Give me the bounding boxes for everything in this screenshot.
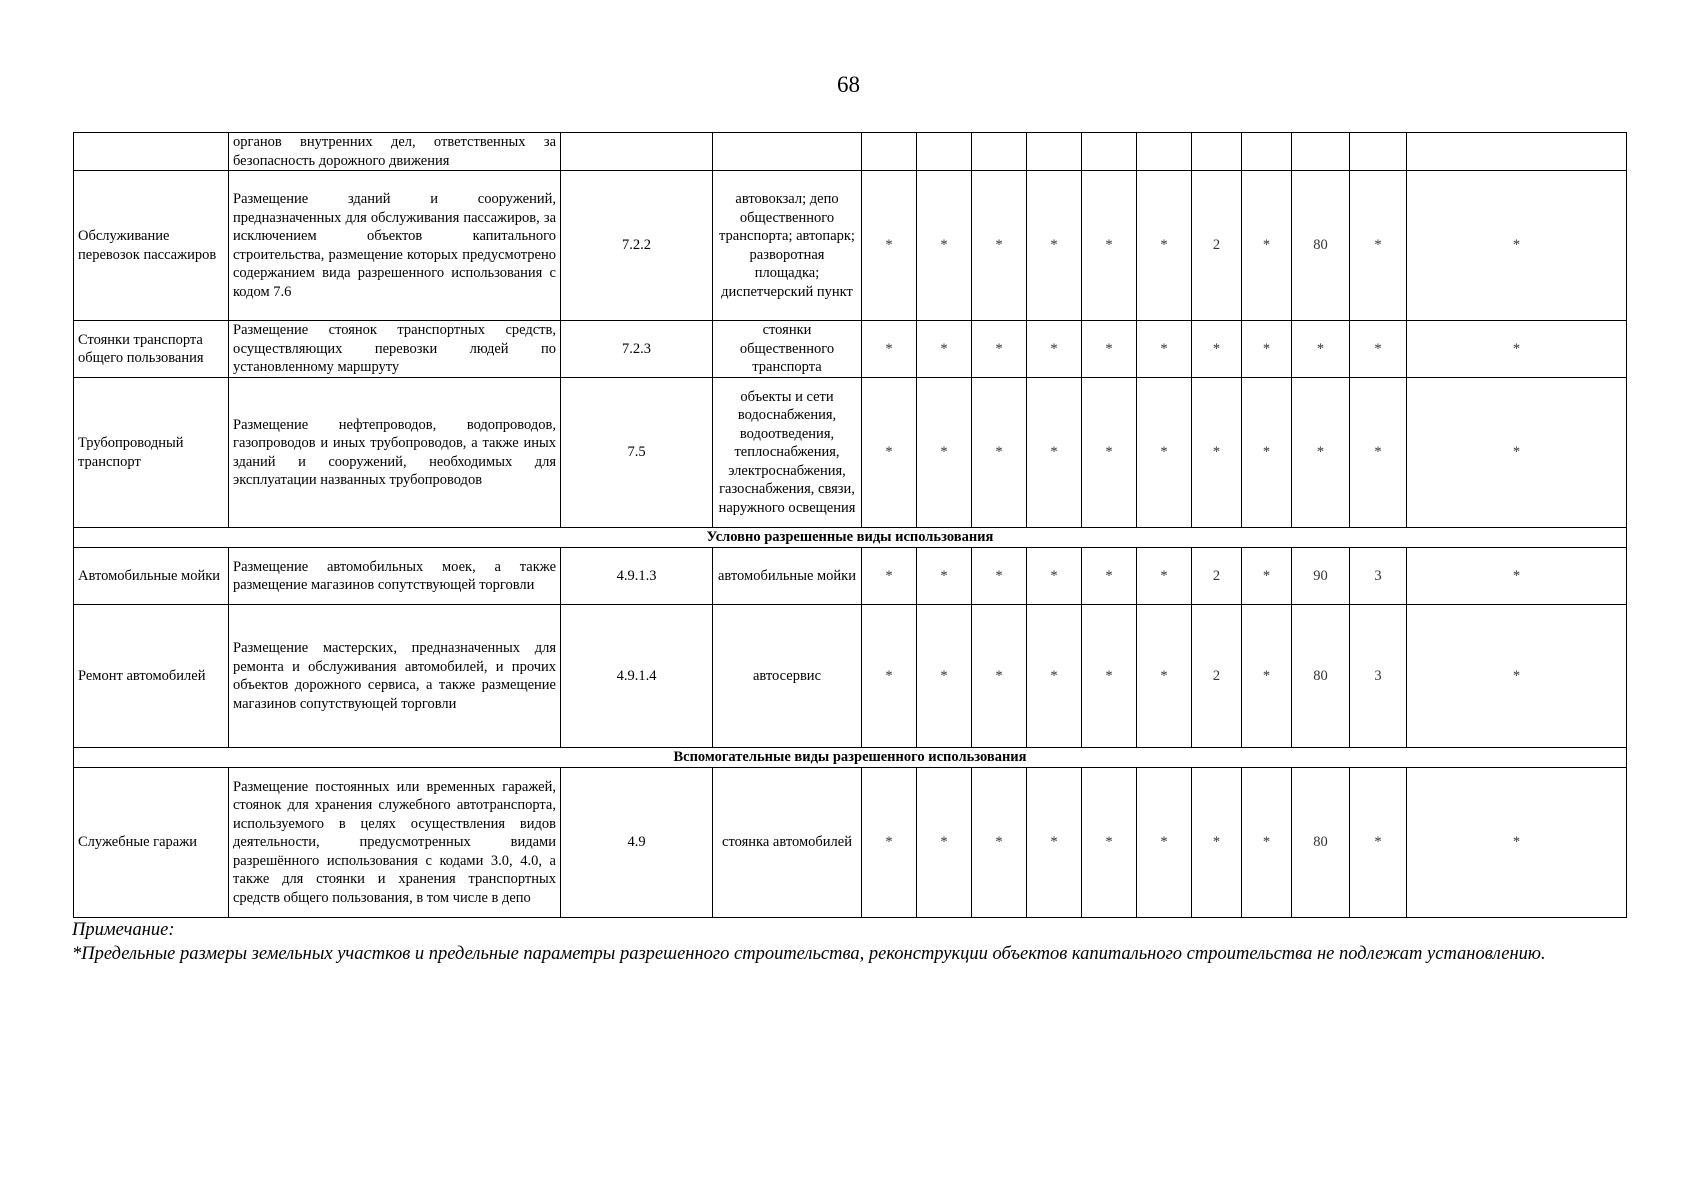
parameter-cell: *: [1027, 171, 1082, 321]
parameter-cell: *: [1137, 768, 1192, 918]
parameter-cell: *: [1192, 768, 1242, 918]
parameter-cell: *: [862, 768, 917, 918]
parameter-cell: *: [1137, 605, 1192, 748]
parameter-cell: *: [1192, 378, 1242, 528]
parameter-cell: *: [1027, 605, 1082, 748]
parameter-cell: *: [972, 768, 1027, 918]
parameter-cell: *: [1082, 605, 1137, 748]
parameter-cell: *: [1137, 548, 1192, 605]
use-code-cell: 4.9: [561, 768, 713, 918]
use-name-cell: Ремонт автомобилей: [74, 605, 229, 748]
use-name-cell: Трубопроводный транспорт: [74, 378, 229, 528]
parameter-cell: *: [1027, 321, 1082, 378]
section-heading: Вспомогательные виды разрешенного использования: [74, 748, 1627, 768]
parameter-cell: [917, 133, 972, 171]
parameter-cell: *: [917, 605, 972, 748]
use-description-cell: Размещение зданий и сооружений, предназначенных для обслуживания пассажиров, за исключением объектов капитального строительства, размещение которых предусмотрено содержанием вида разрешенного использования с кодом 7.6: [229, 171, 561, 321]
table-note: [72, 918, 1632, 966]
note-text: *Предельные размеры земельных участков и предельные параметры разрешенного строительства, реконструкции объектов капитального строительства не подлежат установлению.: [72, 944, 1546, 964]
parameter-cell: *: [1242, 768, 1292, 918]
parameter-cell: *: [1350, 321, 1407, 378]
parameter-cell: *: [1242, 171, 1292, 321]
table-row: [74, 171, 1627, 321]
parameter-cell: 2: [1192, 171, 1242, 321]
parameter-cell: *: [862, 548, 917, 605]
land-use-table: [73, 132, 1627, 918]
parameter-cell: [1192, 133, 1242, 171]
parameter-cell: *: [972, 548, 1027, 605]
permitted-objects-cell: стоянки общественного транспорта: [713, 321, 862, 378]
permitted-objects-cell: автовокзал; депо общественного транспорта; автопарк; разворотная площадка; диспетчерский пункт: [713, 171, 862, 321]
parameter-cell: [1242, 133, 1292, 171]
parameter-cell: 2: [1192, 548, 1242, 605]
use-code-cell: 4.9.1.3: [561, 548, 713, 605]
section-row: [74, 528, 1627, 548]
use-description-cell: Размещение постоянных или временных гаражей, стоянок для хранения служебного автотранспорта, используемого в целях осуществления видов деятельности, предусмотренных видами разрешённого использования с кодами 3.0, 4.0, а также для стоянки и хранения транспортных средств общего пользования, в том числе в депо: [229, 768, 561, 918]
parameter-cell: [972, 133, 1027, 171]
parameter-cell: *: [1027, 378, 1082, 528]
parameter-cell: *: [972, 378, 1027, 528]
parameter-cell: *: [1192, 321, 1242, 378]
parameter-cell: [1407, 133, 1627, 171]
table-row: [74, 548, 1627, 605]
parameter-cell: *: [917, 548, 972, 605]
use-description-cell: Размещение нефтепроводов, водопроводов, газопроводов и иных трубопроводов, а также иных зданий и сооружений, необходимых для эксплуатации названных трубопроводов: [229, 378, 561, 528]
permitted-objects-cell: [713, 133, 862, 171]
table-row: [74, 605, 1627, 748]
parameter-cell: *: [1407, 768, 1627, 918]
parameter-cell: *: [862, 171, 917, 321]
parameter-cell: *: [1350, 378, 1407, 528]
parameter-cell: *: [1292, 378, 1350, 528]
use-description-cell: Размещение мастерских, предназначенных для ремонта и обслуживания автомобилей, и прочих объектов дорожного сервиса, а также размещение магазинов сопутствующей торговли: [229, 605, 561, 748]
parameter-cell: 2: [1192, 605, 1242, 748]
use-description-cell: Размещение стоянок транспортных средств, осуществляющих перевозки людей по установленному маршруту: [229, 321, 561, 378]
parameter-cell: [1137, 133, 1192, 171]
parameter-cell: *: [1407, 171, 1627, 321]
use-code-cell: [561, 133, 713, 171]
parameter-cell: *: [917, 171, 972, 321]
parameter-cell: *: [1350, 171, 1407, 321]
note-title: Примечание:: [72, 920, 175, 940]
use-description-cell: Размещение автомобильных моек, а также размещение магазинов сопутствующей торговли: [229, 548, 561, 605]
use-code-cell: 7.2.2: [561, 171, 713, 321]
parameter-cell: *: [1082, 548, 1137, 605]
parameter-cell: 90: [1292, 548, 1350, 605]
parameter-cell: *: [1407, 605, 1627, 748]
parameter-cell: *: [972, 605, 1027, 748]
use-code-cell: 7.2.3: [561, 321, 713, 378]
parameter-cell: *: [1242, 378, 1292, 528]
parameter-cell: [1082, 133, 1137, 171]
parameter-cell: *: [1027, 548, 1082, 605]
permitted-objects-cell: стоянка автомобилей: [713, 768, 862, 918]
parameter-cell: [862, 133, 917, 171]
use-name-cell: Служебные гаражи: [74, 768, 229, 918]
parameter-cell: *: [1350, 768, 1407, 918]
parameter-cell: *: [1242, 605, 1292, 748]
parameter-cell: *: [917, 321, 972, 378]
parameter-cell: *: [1082, 768, 1137, 918]
parameter-cell: *: [1137, 378, 1192, 528]
table-row: [74, 321, 1627, 378]
use-name-cell: Автомобильные мойки: [74, 548, 229, 605]
section-row: [74, 748, 1627, 768]
page-number: 68: [837, 72, 860, 97]
parameter-cell: *: [972, 171, 1027, 321]
parameter-cell: [1350, 133, 1407, 171]
section-heading: Условно разрешенные виды использования: [74, 528, 1627, 548]
parameter-cell: *: [862, 321, 917, 378]
parameter-cell: *: [972, 321, 1027, 378]
parameter-cell: *: [862, 378, 917, 528]
parameter-cell: 3: [1350, 605, 1407, 748]
parameter-cell: *: [1407, 548, 1627, 605]
use-name-cell: Стоянки транспорта общего пользования: [74, 321, 229, 378]
parameter-cell: *: [917, 768, 972, 918]
parameter-cell: [1027, 133, 1082, 171]
use-code-cell: 4.9.1.4: [561, 605, 713, 748]
parameter-cell: *: [1137, 171, 1192, 321]
parameter-cell: 80: [1292, 605, 1350, 748]
parameter-cell: *: [1137, 321, 1192, 378]
parameter-cell: *: [1242, 548, 1292, 605]
parameter-cell: *: [1292, 321, 1350, 378]
use-name-cell: [74, 133, 229, 171]
parameter-cell: *: [1082, 378, 1137, 528]
parameter-cell: *: [1027, 768, 1082, 918]
table-row: [74, 133, 1627, 171]
parameter-cell: *: [1407, 321, 1627, 378]
parameter-cell: 80: [1292, 768, 1350, 918]
table-row: [74, 768, 1627, 918]
parameter-cell: *: [917, 378, 972, 528]
parameter-cell: [1292, 133, 1350, 171]
use-description-cell: органов внутренних дел, ответственных за безопасность дорожного движения: [229, 133, 561, 171]
permitted-objects-cell: автомобильные мойки: [713, 548, 862, 605]
table-row: [74, 378, 1627, 528]
parameter-cell: *: [1082, 321, 1137, 378]
permitted-objects-cell: объекты и сети водоснабжения, водоотведения, теплоснабжения, электроснабжения, газоснабжения, связи, наружного освещения: [713, 378, 862, 528]
parameter-cell: 80: [1292, 171, 1350, 321]
parameter-cell: *: [1242, 321, 1292, 378]
parameter-cell: *: [1082, 171, 1137, 321]
parameter-cell: *: [862, 605, 917, 748]
parameter-cell: *: [1407, 378, 1627, 528]
parameter-cell: 3: [1350, 548, 1407, 605]
permitted-objects-cell: автосервис: [713, 605, 862, 748]
use-name-cell: Обслуживание перевозок пассажиров: [74, 171, 229, 321]
use-code-cell: 7.5: [561, 378, 713, 528]
